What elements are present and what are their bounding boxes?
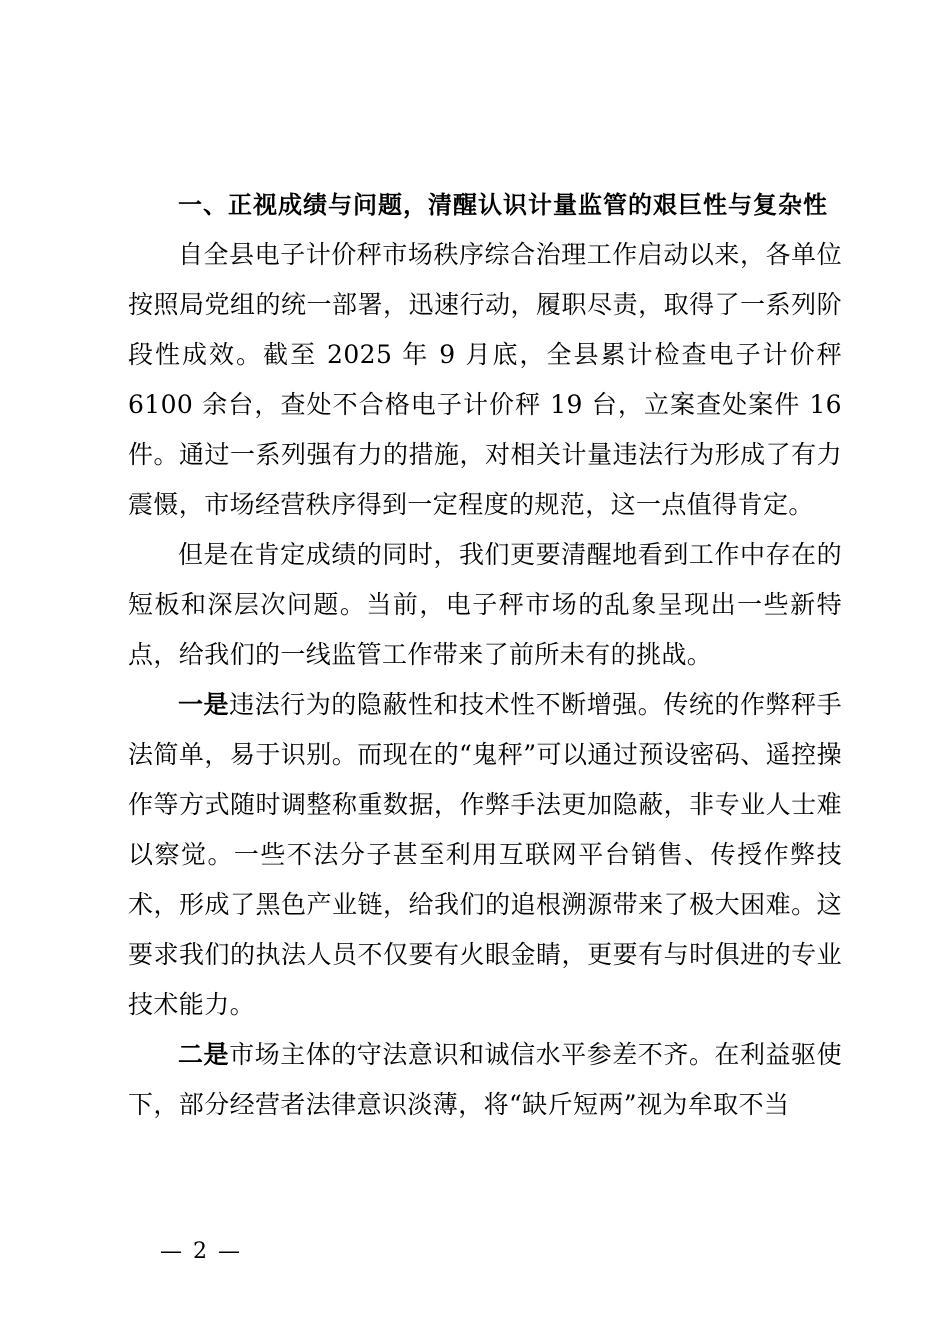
paragraph-problems-intro: 但是在肯定成绩的同时，我们更要清醒地看到工作中存在的短板和深层次问题。当前，电子秤市场的乱象呈现出一些新特点，给我们的一线监管工作带来了前所未有的挑战。	[128, 540, 842, 669]
page-number: — 2 —	[160, 1239, 242, 1264]
point-one-lead: 一是	[178, 690, 230, 719]
section-heading: 一、正视成绩与问题，清醒认识计量监管的艰巨性与复杂性	[178, 191, 828, 219]
paragraph-point-two	[128, 1030, 842, 1130]
point-two-lead: 二是	[178, 1040, 230, 1069]
paragraph-point-one	[128, 680, 842, 1030]
paragraph-achievements: 自全县电子计价秤市场秩序综合治理工作启动以来，各单位按照局党组的统一部署，迅速行动，履职尽责，取得了一系列阶段性成效。截至 2025 年 9 月底，全县累计检查电子计价秤 6100 余台，查处不合格电子计价秤 19 台，立案查处案件 16 件。通过一系列强有力的措施，对相关计量违法行为形成了有力震慑，市场经营秩序得到一定程度的规范，这一点值得肯定。	[128, 240, 842, 519]
document-body	[128, 180, 842, 1130]
point-one-text: 违法行为的隐蔽性和技术性不断增强。传统的作弊秤手法简单，易于识别。而现在的“鬼秤”可以通过预设密码、遥控操作等方式随时调整称重数据，作弊手法更加隐蔽，非专业人士难以察觉。一些不法分子甚至利用互联网平台销售、传授作弊技术，形成了黑色产业链，给我们的追根溯源带来了极大困难。这要求我们的执法人员不仅要有火眼金睛，更要有与时俱进的专业技术能力。	[128, 690, 842, 1019]
point-two-text: 市场主体的守法意识和诚信水平参差不齐。在利益驱使下，部分经营者法律意识淡薄，将“缺斤短两”视为牟取不当	[128, 1040, 842, 1119]
